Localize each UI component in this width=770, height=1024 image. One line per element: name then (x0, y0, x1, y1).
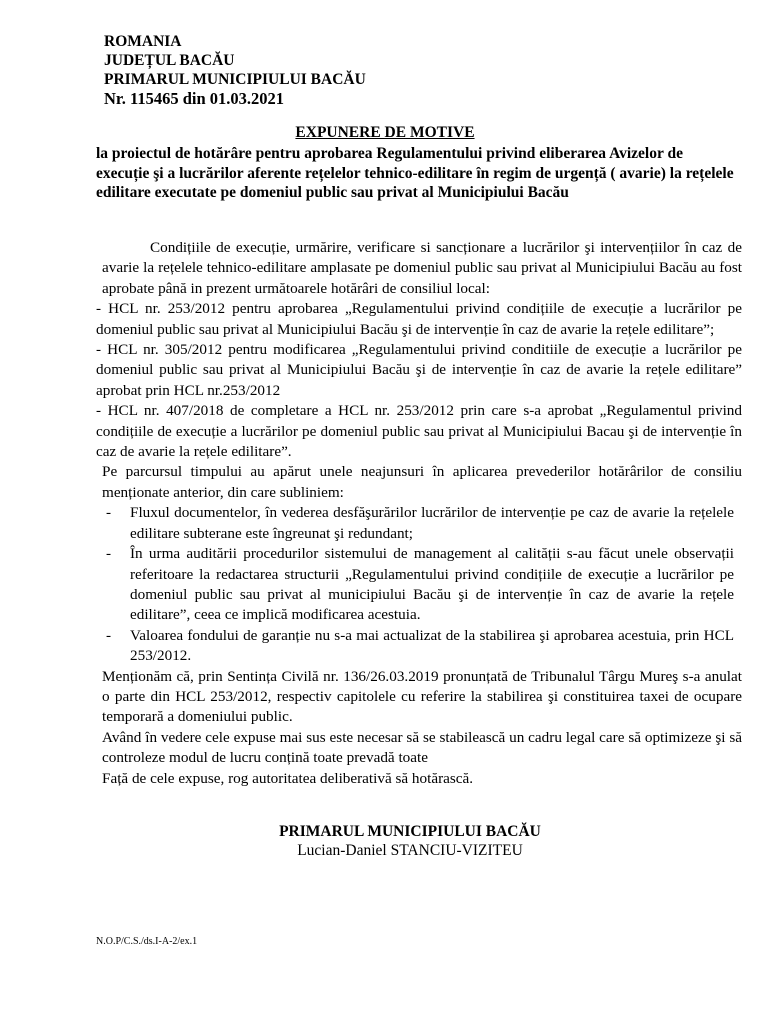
bullet-item (96, 544, 742, 626)
document-header (104, 32, 366, 108)
necessity-paragraph: Având în vedere cele expuse mai sus este necesar să se stabilească un cadru legal care să optimizeze şi să controleze modul de lucru conțină toate prevadă toate (102, 728, 742, 767)
shortcomings-paragraph: Pe parcursul timpului au apărut unele neajunsuri în aplicarea prevederilor hotărârilor de consiliu menționate anterior, din care subliniem: (102, 463, 742, 501)
document-body (96, 238, 742, 789)
intro-paragraph: Condițiile de execuție, urmărire, verificare si sancționare a lucrărilor şi intervențiilor în caz de avarie la rețelele tehnico-edilitare amplasate pe domeniul public sau privat al Municipiului Bacău au fost aprobate până in prezent următoarele hotărâri de consiliul local: (102, 239, 742, 297)
document-subject: la proiectul de hotărâre pentru aprobarea Regulamentului privind eliberarea Avizelor de execuție şi a lucrărilor aferente rețelelor tehnico-edilitare în regim de urgență ( avarie) la rețelele edilitare executate pe domeniul public sau privat al Municipiului Bacău (96, 145, 734, 201)
hcl-item-3: - HCL nr. 407/2018 de completare a HCL nr. 253/2012 prin care s-a aprobat „Regulamentul privind condițiile de execuție a lucrărilor pe domeniul public sau privat al Municipiului Bacau şi de intervenție în caz de avarie la rețele edilitare”. (96, 402, 742, 461)
bullet-item (96, 626, 742, 667)
header-registration-number: Nr. 115465 din 01.03.2021 (104, 89, 285, 108)
bullet-item (96, 503, 742, 544)
hcl-item-1: - HCL nr. 253/2012 pentru aprobarea „Regulamentului privind condițiile de execuție a lucrărilor pe domeniul public sau privat al Municipiului Bacău şi de intervenție în caz de avarie la rețele edilitare”; (96, 300, 742, 338)
dash-marker: - (106, 504, 112, 522)
hcl-item-2: - HCL nr. 305/2012 pentru modificarea „Regulamentului privind conditiile de execuție a lucrărilor pe domeniul public sau privat al Municipiului Bacău şi de intervenție în caz de avarie la rețele edilitare” aprobat prin HCL nr.253/2012 (96, 341, 742, 399)
dash-marker: - (106, 545, 112, 563)
bullet-text: În urma auditării procedurilor sistemului de management al calității s-au făcut unele observații referitoare la redactarea structurii „Regulamentului privind condițiile de execuție a lucrărilor pe domeniul public sau privat al municipiului Bacău şi de intervenție în caz de avarie la rețele edilitare”, ceea ce implică modificarea acestuia. (130, 545, 734, 624)
mention-paragraph: Menționăm că, prin Sentința Civilă nr. 136/26.03.2019 pronunțată de Tribunalul Târgu Mureş s-a anulat o parte din HCL 253/2012, respectiv capitolele cu referire la stabilirea şi constituirea taxei de ocupare temporară a domeniului public. (102, 667, 742, 726)
header-institution: PRIMARUL MUNICIPIULUI BACĂU (104, 71, 366, 88)
bullet-text: Valoarea fondului de garanție nu s-a mai actualizat de la stabilirea şi aprobarea acestuia, prin HCL 253/2012. (130, 626, 734, 665)
bullet-text: Fluxul documentelor, în vederea desfăşurărilor lucrărilor de intervenție pe caz de avarie la rețelele edilitare subterane este îngreunat şi redundant; (130, 504, 734, 542)
footer-reference: N.O.P/C.S./ds.I-A-2/ex.1 (96, 936, 198, 947)
signature-name: Lucian-Daniel STANCIU-VIZITEU (297, 842, 523, 859)
header-country: ROMANIA (104, 33, 182, 50)
signature-block (0, 822, 770, 860)
signature-role: PRIMARUL MUNICIPIULUI BACĂU (279, 823, 541, 840)
dash-marker: - (106, 626, 112, 644)
document-title: EXPUNERE DE MOTIVE (295, 124, 475, 141)
request-paragraph: Față de cele expuse, rog autoritatea deliberativă să hotărască. (102, 769, 474, 787)
header-county: JUDEȚUL BACĂU (104, 52, 235, 69)
